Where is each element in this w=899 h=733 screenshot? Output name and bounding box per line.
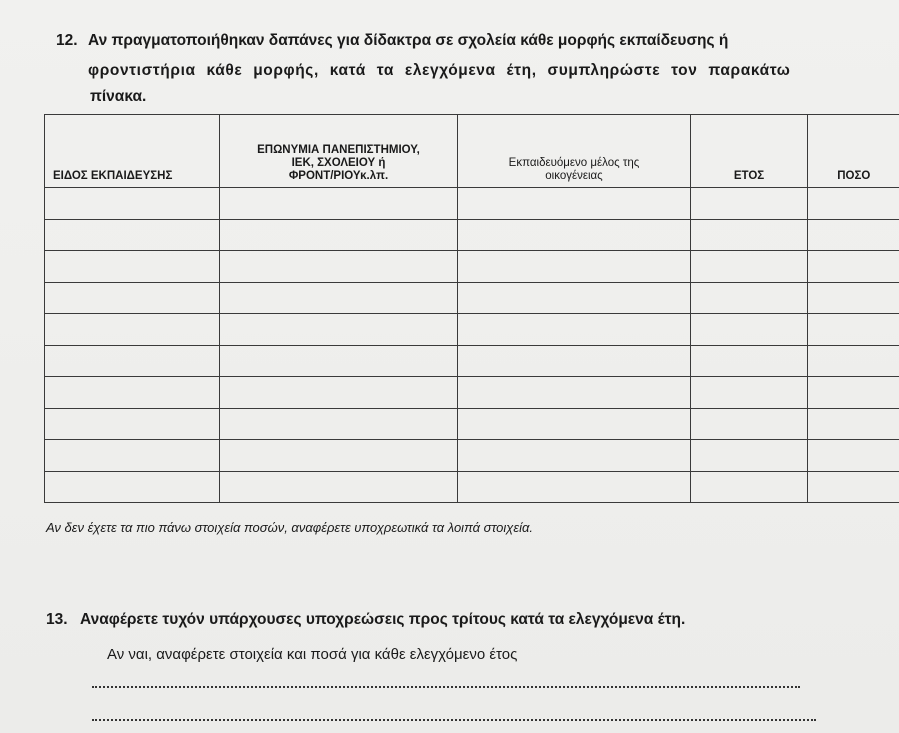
cell-institution[interactable] (220, 440, 458, 472)
cell-amount[interactable] (808, 251, 899, 283)
cell-amount[interactable] (808, 408, 899, 440)
cell-year[interactable] (691, 377, 808, 409)
cell-amount[interactable] (808, 345, 899, 377)
question-12-text-1: Αν πραγματοποιήθηκαν δαπάνες για δίδακτρα σε σχολεία κάθε μορφής εκπαίδευσης ή (88, 32, 729, 49)
cell-institution[interactable] (220, 408, 458, 440)
table-row (45, 377, 899, 409)
cell-amount[interactable] (808, 377, 899, 409)
header-amount: ΠΟΣΟ (808, 115, 899, 188)
table-row (45, 345, 899, 377)
header-family-member-line-1: Εκπαιδευόμενο μέλος της (508, 157, 640, 169)
cell-institution[interactable] (220, 314, 458, 346)
question-12-line-3: πίνακα. (90, 88, 147, 105)
cell-amount[interactable] (808, 188, 899, 220)
cell-type[interactable] (45, 188, 220, 220)
question-13-number: 13. (46, 611, 68, 628)
cell-amount[interactable] (808, 219, 899, 251)
cell-institution[interactable] (220, 345, 458, 377)
cell-amount[interactable] (808, 440, 899, 472)
header-institution-name-line-1: ΕΠΩΝΥΜΙΑ ΠΑΝΕΠΙΣΤΗΜΙΟΥ, (257, 144, 420, 156)
header-institution-name (220, 115, 458, 188)
table-row (45, 408, 899, 440)
table-row (45, 188, 899, 220)
cell-institution[interactable] (220, 188, 458, 220)
cell-year[interactable] (691, 251, 808, 283)
table-row (45, 219, 899, 251)
cell-institution[interactable] (220, 377, 458, 409)
cell-type[interactable] (45, 440, 220, 472)
cell-year[interactable] (691, 314, 808, 346)
question-13 (46, 611, 685, 629)
cell-institution[interactable] (220, 219, 458, 251)
cell-year[interactable] (691, 408, 808, 440)
cell-member[interactable] (458, 188, 691, 220)
cell-amount[interactable] (808, 282, 899, 314)
cell-type[interactable] (45, 377, 220, 409)
cell-member[interactable] (458, 282, 691, 314)
tuition-expenses-table (44, 114, 899, 503)
cell-year[interactable] (691, 219, 808, 251)
question-13-subtitle: Αν ναι, αναφέρετε στοιχεία και ποσά για κάθε ελεγχόμενο έτος (107, 646, 518, 663)
cell-institution[interactable] (220, 251, 458, 283)
table-note: Αν δεν έχετε τα πιο πάνω στοιχεία ποσών, αναφέρετε υποχρεωτικά τα λοιπά στοιχεία. (46, 520, 533, 535)
cell-type[interactable] (45, 314, 220, 346)
cell-type[interactable] (45, 282, 220, 314)
question-12 (56, 26, 866, 112)
header-year: ΕΤΟΣ (691, 115, 808, 188)
header-institution-name-line-3: ΦΡΟΝΤ/ΡΙΟΥκ.λπ. (288, 170, 389, 182)
cell-year[interactable] (691, 440, 808, 472)
question-12-line-1 (56, 26, 866, 56)
cell-member[interactable] (458, 440, 691, 472)
cell-year[interactable] (691, 471, 808, 503)
cell-type[interactable] (45, 251, 220, 283)
cell-amount[interactable] (808, 471, 899, 503)
cell-member[interactable] (458, 408, 691, 440)
cell-member[interactable] (458, 377, 691, 409)
cell-year[interactable] (691, 345, 808, 377)
cell-year[interactable] (691, 188, 808, 220)
cell-member[interactable] (458, 314, 691, 346)
cell-year[interactable] (691, 282, 808, 314)
cell-member[interactable] (458, 251, 691, 283)
question-12-line-2: φροντιστήρια κάθε μορφής, κατά τα ελεγχόμενα έτη, συμπληρώστε τον παρακάτω (88, 62, 791, 79)
table-row (45, 282, 899, 314)
table-row (45, 471, 899, 503)
table-row (45, 314, 899, 346)
cell-member[interactable] (458, 471, 691, 503)
cell-type[interactable] (45, 471, 220, 503)
header-family-member-line-2: οικογένειας (545, 170, 603, 182)
question-13-title: Αναφέρετε τυχόν υπάρχουσες υποχρεώσεις προς τρίτους κατά τα ελεγχόμενα έτη. (80, 611, 686, 628)
table-body (45, 188, 899, 503)
cell-type[interactable] (45, 408, 220, 440)
cell-amount[interactable] (808, 314, 899, 346)
table-row (45, 251, 899, 283)
cell-member[interactable] (458, 219, 691, 251)
question-12-number: 12. (56, 32, 78, 49)
header-family-member (458, 115, 691, 188)
cell-institution[interactable] (220, 471, 458, 503)
cell-type[interactable] (45, 345, 220, 377)
answer-line-1[interactable] (92, 686, 800, 688)
header-institution-name-line-2: ΙΕΚ, ΣΧΟΛΕΙΟΥ ή (291, 157, 386, 169)
answer-line-2[interactable] (92, 719, 816, 721)
cell-type[interactable] (45, 219, 220, 251)
cell-member[interactable] (458, 345, 691, 377)
header-education-type: ΕΙΔΟΣ ΕΚΠΑΙΔΕΥΣΗΣ (45, 115, 220, 188)
table-header-row (45, 115, 899, 188)
cell-institution[interactable] (220, 282, 458, 314)
table-row (45, 440, 899, 472)
